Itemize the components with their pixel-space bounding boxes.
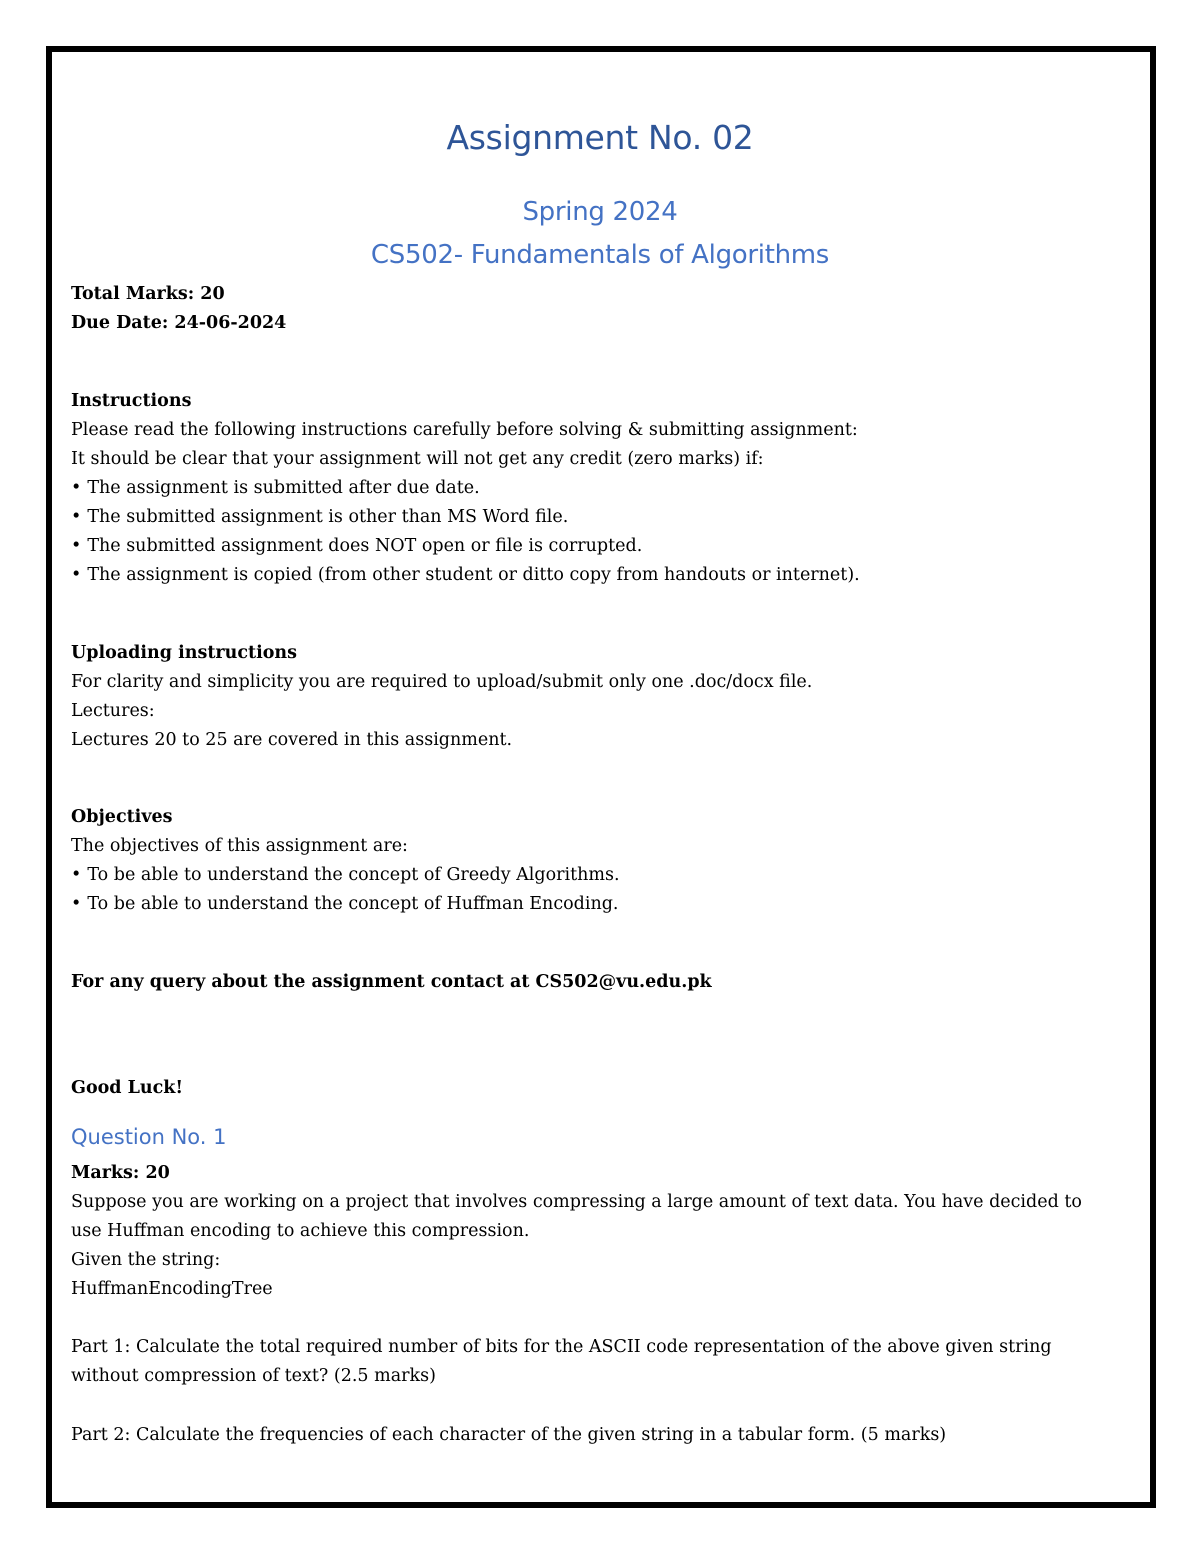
question-heading: Question No. 1 — [71, 1125, 227, 1149]
uploading-heading: Uploading instructions — [71, 643, 297, 663]
contact-line: For any query about the assignment contact at CS502@vu.edu.pk — [71, 972, 712, 992]
instruction-bullet: • The assignment is submitted after due date. — [71, 477, 480, 499]
objectives-heading: Objectives — [71, 807, 173, 827]
part2-line: Part 2: Calculate the frequencies of each character of the given string in a tabular form. (5 marks) — [71, 1425, 947, 1445]
semester-subtitle: Spring 2024 — [522, 197, 678, 227]
lectures-label: Lectures: — [71, 701, 155, 721]
instruction-bullet: • The submitted assignment does NOT open or file is corrupted. — [71, 535, 642, 557]
instruction-bullet: • The assignment is copied (from other student or ditto copy from handouts or internet). — [71, 564, 860, 586]
instructions-heading: Instructions — [71, 391, 192, 411]
objective-bullet: • To be able to understand the concept of Greedy Algorithms. — [71, 864, 620, 886]
part1-line: Part 1: Calculate the total required number of bits for the ASCII code representation of the above given string — [71, 1337, 1052, 1357]
given-label: Given the string: — [71, 1250, 221, 1270]
uploading-text: For clarity and simplicity you are required to upload/submit only one .doc/docx file. — [71, 672, 813, 692]
objective-bullet: • To be able to understand the concept of Huffman Encoding. — [71, 893, 619, 915]
question-marks: Marks: 20 — [71, 1163, 170, 1183]
total-marks: Total Marks: 20 — [71, 284, 225, 304]
question-text-line: use Huffman encoding to achieve this compression. — [71, 1221, 530, 1241]
due-date: Due Date: 24-06-2024 — [71, 313, 287, 333]
document-title: Assignment No. 02 — [446, 118, 754, 157]
course-subtitle: CS502- Fundamentals of Algorithms — [370, 240, 830, 270]
question-text-line: Suppose you are working on a project that involves compressing a large amount of text data. You have decided to — [71, 1192, 1082, 1212]
objectives-intro: The objectives of this assignment are: — [71, 836, 408, 856]
instructions-intro: Please read the following instructions carefully before solving & submitting assignment: — [71, 420, 858, 440]
part1-line: without compression of text? (2.5 marks) — [71, 1366, 436, 1386]
good-luck: Good Luck! — [71, 1078, 184, 1098]
instructions-condition: It should be clear that your assignment will not get any credit (zero marks) if: — [71, 449, 764, 469]
instruction-bullet: • The submitted assignment is other than MS Word file. — [71, 506, 568, 528]
given-string: HuffmanEncodingTree — [71, 1279, 273, 1299]
lectures-text: Lectures 20 to 25 are covered in this assignment. — [71, 730, 513, 750]
